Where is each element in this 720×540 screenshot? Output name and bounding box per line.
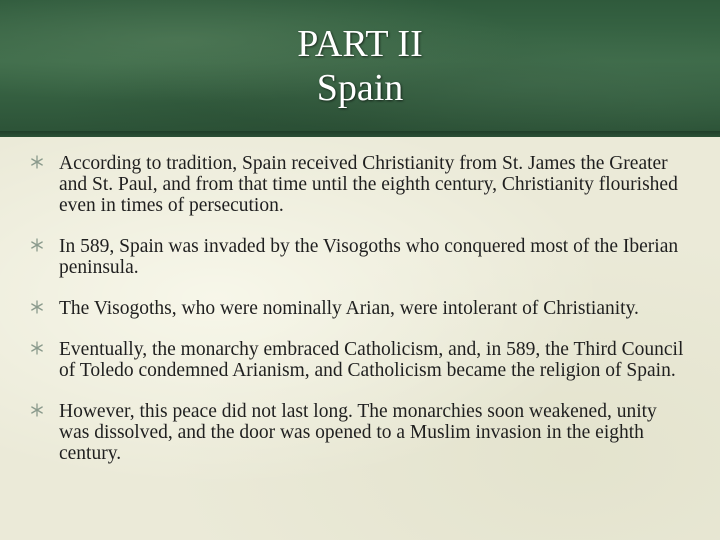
asterisk-bullet-icon (30, 238, 44, 252)
list-item (30, 298, 690, 319)
bullet-text: In 589, Spain was invaded by the Visogoths who conquered most of the Iberian peninsula. (59, 236, 679, 278)
slide-body (0, 137, 720, 540)
bullet-text: According to tradition, Spain received Christianity from St. James the Greater and St. Paul, and from that time until the eighth century, Christianity flourished even in times of persecution. (59, 153, 678, 216)
bullet-list (30, 153, 690, 484)
list-item (30, 401, 690, 464)
asterisk-bullet-icon (30, 300, 44, 314)
asterisk-bullet-icon (30, 403, 44, 417)
slide-title (0, 22, 720, 110)
asterisk-bullet-icon (30, 155, 44, 169)
list-item (30, 339, 690, 381)
bullet-text: Eventually, the monarchy embraced Catholicism, and, in 589, the Third Council of Toledo condemned Arianism, and Catholicism became the religion of Spain. (59, 339, 684, 381)
list-item (30, 153, 690, 216)
list-item (30, 236, 690, 278)
title-line-1: PART II (297, 23, 423, 65)
bullet-text: However, this peace did not last long. The monarchies soon weakened, unity was dissolved, and the door was opened to a Muslim invasion in the eighth century. (59, 401, 657, 464)
title-line-2: Spain (316, 67, 404, 109)
asterisk-bullet-icon (30, 341, 44, 355)
bullet-text: The Visogoths, who were nominally Arian, were intolerant of Christianity. (59, 298, 639, 319)
slide-header (0, 0, 720, 137)
